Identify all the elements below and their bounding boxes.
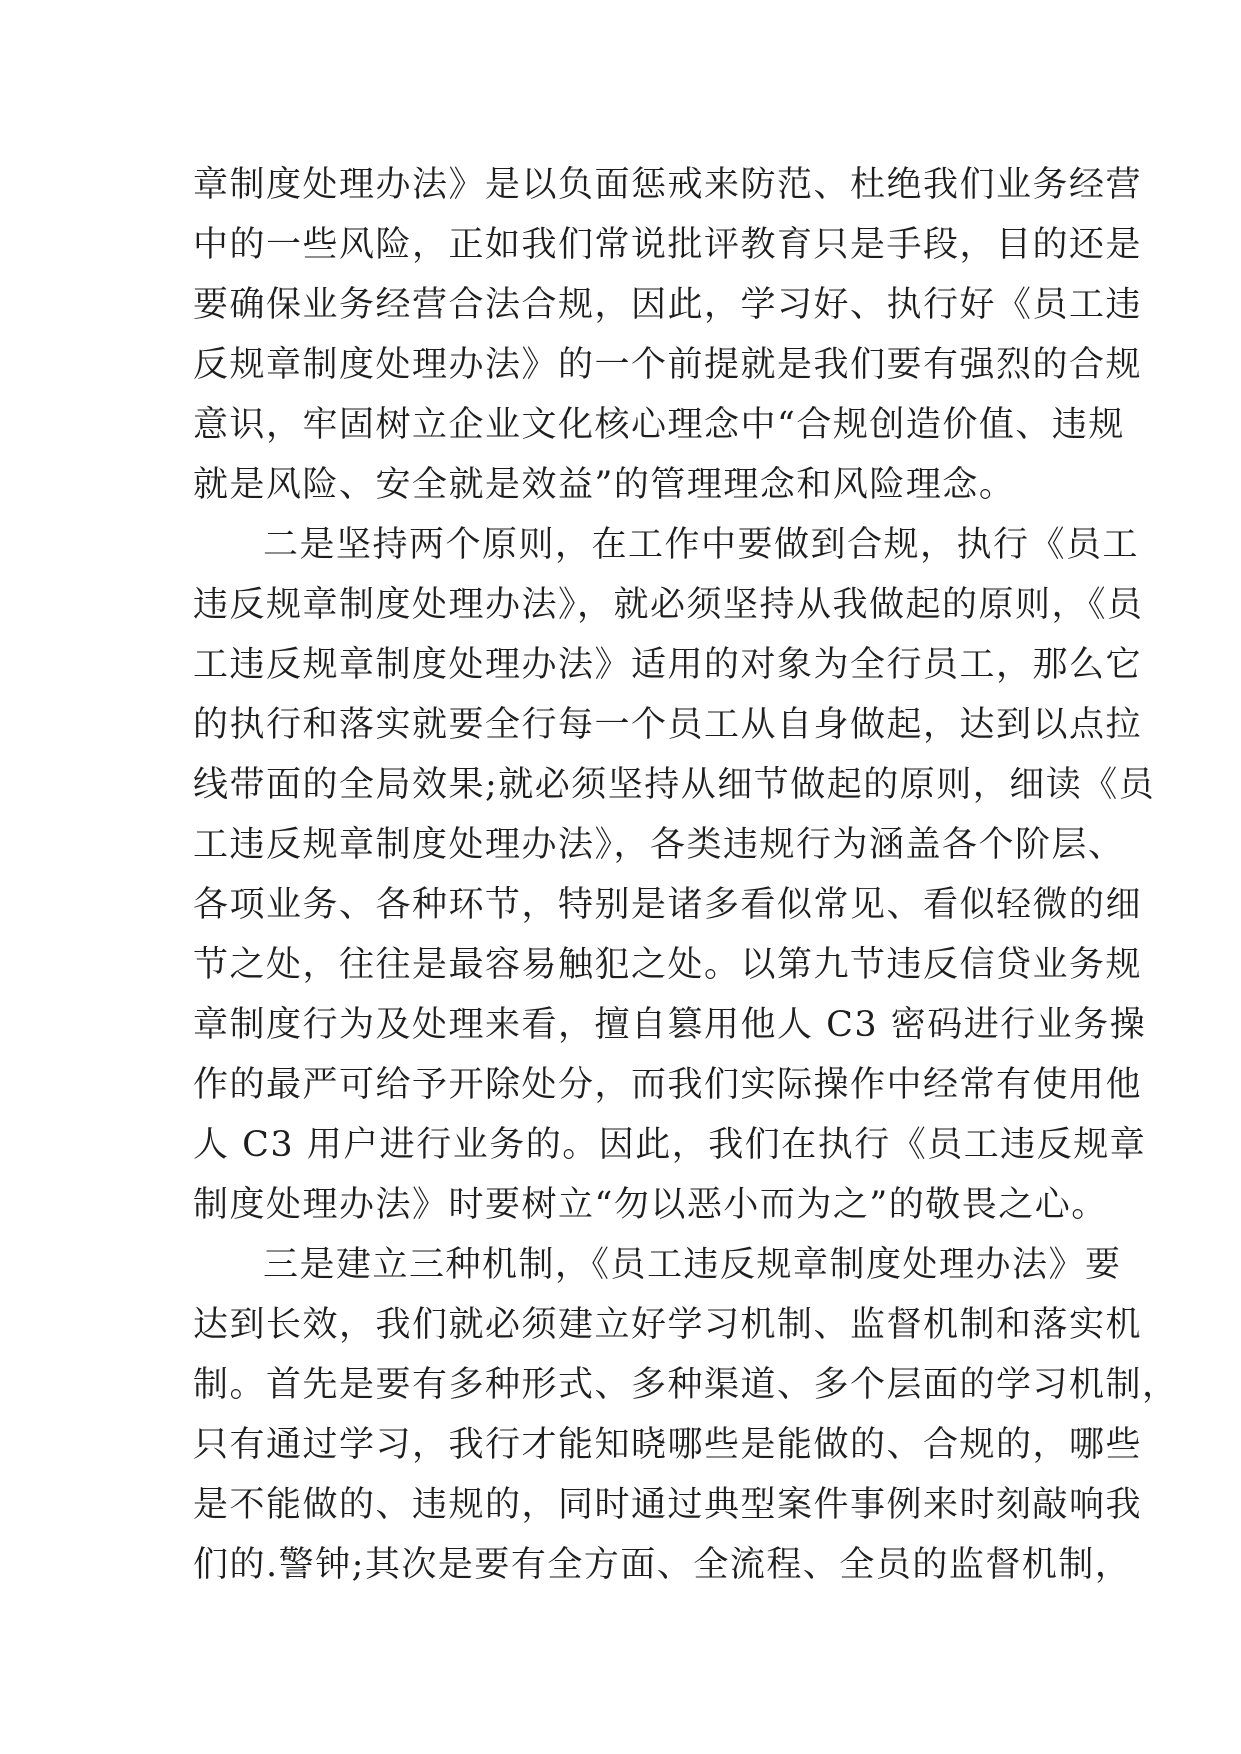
document-body — [193, 155, 1179, 1595]
text-line: 章制度处理办法》是以负面惩戒来防范、杜绝我们业务经营 — [193, 165, 1143, 205]
paragraph-three-mechanisms — [193, 1235, 1179, 1595]
text-line: 违反规章制度处理办法》，就必须坚持从我做起的原则，《员 — [193, 585, 1144, 625]
text-line: 是不能做的、违规的，同时通过典型案件事例来时刻敲响我 — [193, 1485, 1143, 1525]
text-line: 各项业务、各种环节，特别是诸多看似常见、看似轻微的细 — [193, 885, 1143, 925]
text-line: 中的一些风险，正如我们常说批评教育只是手段，目的还是 — [193, 225, 1143, 265]
text-line: 的执行和落实就要全行每一个员工从自身做起，达到以点拉 — [193, 705, 1143, 745]
text-line: 作的最严可给予开除处分，而我们实际操作中经常有使用他 — [193, 1065, 1143, 1105]
paragraph-continued — [193, 155, 1143, 515]
text-line: 三是建立三种机制，《员工违反规章制度处理办法》要 — [263, 1245, 1122, 1285]
text-line: 工违反规章制度处理办法》，各类违规行为涵盖各个阶层、 — [193, 825, 1125, 865]
text-line: 工违反规章制度处理办法》适用的对象为全行员工，那么它 — [193, 645, 1143, 685]
text-line: 人 C3 用户进行业务的。因此，我们在执行《员工违反规章 — [193, 1125, 1147, 1165]
paragraph-two-principles — [193, 515, 1156, 1235]
text-line: 只有通过学习，我行才能知晓哪些是能做的、合规的，哪些 — [193, 1425, 1143, 1465]
text-line: 要确保业务经营合法合规，因此，学习好、执行好《员工违 — [193, 285, 1143, 325]
text-line: 反规章制度处理办法》的一个前提就是我们要有强烈的合规 — [193, 345, 1143, 385]
text-line: 节之处，往往是最容易触犯之处。以第九节违反信贷业务规 — [193, 945, 1143, 985]
text-line: 制。首先是要有多种形式、多种渠道、多个层面的学习机制， — [193, 1365, 1179, 1405]
text-line: 线带面的全局效果;就必须坚持从细节做起的原则，细读《员 — [193, 765, 1156, 805]
text-line: 章制度行为及处理来看，擅自篡用他人 C3 密码进行业务操 — [193, 1005, 1147, 1045]
text-line: 意识，牢固树立企业文化核心理念中“合规创造价值、违规 — [193, 405, 1125, 445]
text-line: 就是风险、安全就是效益”的管理理念和风险理念。 — [193, 465, 1016, 505]
text-line: 们的.警钟;其次是要有全方面、全流程、全员的监督机制， — [193, 1545, 1132, 1585]
text-line: 制度处理办法》时要树立“勿以恶小而为之”的敬畏之心。 — [193, 1185, 1108, 1225]
text-line: 达到长效，我们就必须建立好学习机制、监督机制和落实机 — [193, 1305, 1143, 1345]
text-line: 二是坚持两个原则，在工作中要做到合规，执行《员工 — [263, 525, 1140, 565]
